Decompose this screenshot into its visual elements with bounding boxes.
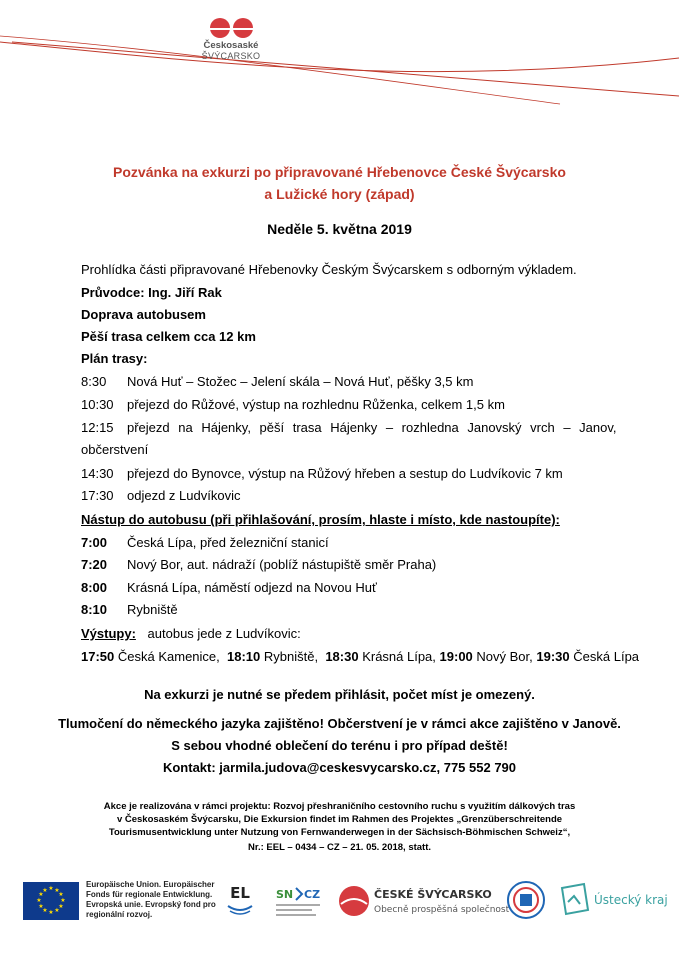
boarding-item — [81, 602, 178, 618]
eu-text-line: regionální rozvoj. — [86, 910, 153, 919]
el-logo-text: EL — [230, 884, 250, 902]
eu-fund-text — [86, 880, 216, 920]
cs-logo-name: ČESKÉ ŠVÝCARSKO — [374, 888, 492, 901]
boarding-time: 7:20 — [81, 557, 108, 572]
intro-text: Prohlídka části připravované Hřebenovky Českým Švýcarskem s odborným výkladem. — [81, 262, 577, 277]
exit-time: 18:10 — [227, 649, 261, 664]
ceske-svycarsko-ops-logo — [338, 884, 510, 918]
clothing-note: S sebou vhodné oblečení do terénu i pro případ deště! — [171, 738, 508, 753]
footer-project-line3: Tourismusentwicklung unter Nutzung von Fernwanderwegen in der Sächsisch-Böhmischen Schweiz“, — [108, 827, 571, 838]
ceskosaske-svycarsko-logo — [196, 18, 266, 61]
plan-time: 17:30 — [81, 488, 114, 503]
header-swoosh-lines — [0, 0, 679, 110]
plan-time: 8:30 — [81, 374, 107, 389]
plan-item — [81, 397, 505, 413]
boarding-time: 8:10 — [81, 602, 108, 617]
sn-cz-programme-logo — [272, 882, 328, 922]
partner-logos-bar — [0, 878, 679, 928]
exit-time: 19:00 — [439, 649, 473, 664]
svg-text:★: ★ — [58, 903, 64, 910]
svg-text:★: ★ — [38, 903, 44, 910]
registration-note: Na exkurzi je nutné se předem přihlásit, počet míst je omezený. — [144, 687, 535, 702]
exit-place: Nový Bor, — [476, 649, 533, 664]
exit-place: Krásná Lípa, — [362, 649, 436, 664]
ustecky-kraj-text: Ústecký kraj — [594, 893, 668, 907]
boarding-item — [81, 557, 436, 573]
eu-text-line: Fonds für regionale Entwicklung. — [86, 890, 213, 899]
exit-time: 18:30 — [325, 649, 359, 664]
transport-line: Doprava autobusem — [81, 307, 206, 322]
plan-item — [81, 466, 563, 482]
plan-text: odjezd z Ludvíkovic — [127, 488, 241, 503]
invitation-title-line1: Pozvánka na exkurzi po připravované Hřebenovce České Švýcarsko — [113, 164, 566, 180]
plan-time: 10:30 — [81, 397, 114, 412]
boarding-place: Krásná Lípa, náměstí odjezd na Novou Huť — [127, 580, 377, 595]
round-emblem-logo — [506, 880, 546, 920]
plan-text: přejezd do Bynovce, výstup na Růžový hřeben a sestup do Ludvíkovic 7 km — [127, 466, 563, 481]
plan-item — [81, 488, 240, 504]
exits-line — [81, 626, 301, 642]
svg-text:★: ★ — [48, 885, 54, 892]
svg-text:★: ★ — [38, 891, 44, 898]
plan-time: 12:15 — [81, 420, 114, 435]
svg-text:★: ★ — [48, 909, 54, 916]
plan-heading: Plán trasy: — [81, 351, 148, 366]
boarding-place: Nový Bor, aut. nádraží (poblíž nástupiště směr Praha) — [127, 557, 437, 572]
exit-place: Česká Lípa — [573, 649, 640, 664]
plan-text-continued: občerstvení — [81, 442, 149, 457]
event-date: Neděle 5. května 2019 — [267, 221, 412, 237]
svg-text:★: ★ — [58, 891, 64, 898]
guide-line: Průvodce: Ing. Jiří Rak — [81, 285, 222, 300]
boarding-time: 7:00 — [81, 535, 108, 550]
exit-place: Česká Kamenice, — [117, 649, 220, 664]
ustecky-kraj-logo — [558, 882, 668, 918]
svg-text:★: ★ — [54, 887, 60, 894]
boarding-place: Rybniště — [127, 602, 178, 617]
footer-project-line1: Akce je realizována v rámci projektu: Rozvoj přeshraničního cestovního ruchu s využitím dálkových tras — [103, 801, 576, 812]
svg-text:★: ★ — [42, 907, 48, 914]
translation-note: Tlumočení do německého jazyka zajištěno! Občerstvení je v rámci akce zajištěno v Janově. — [58, 716, 621, 731]
plan-text: přejezd do Růžové, výstup na rozhlednu Růženka, celkem 1,5 km — [127, 397, 505, 412]
exits-times — [81, 649, 639, 665]
plan-item — [81, 374, 473, 390]
eu-text-line: Evropská unie. Evropský fond pro — [86, 900, 216, 909]
logo-text-line2: ŠVÝCARSKO — [201, 51, 261, 61]
boarding-time: 8:00 — [81, 580, 108, 595]
svg-text:★: ★ — [54, 907, 60, 914]
el-logo — [220, 880, 260, 920]
exit-time: 17:50 — [81, 649, 115, 664]
eu-flag-icon — [23, 882, 79, 920]
exit-time: 19:30 — [536, 649, 570, 664]
svg-text:★: ★ — [60, 897, 66, 904]
invitation-title-line2: a Lužické hory (západ) — [264, 186, 415, 202]
svg-text:★: ★ — [36, 897, 42, 904]
logo-dot-right — [233, 18, 253, 38]
boarding-item — [81, 580, 377, 596]
boarding-item — [81, 535, 329, 551]
exits-heading: Výstupy: — [81, 626, 136, 641]
plan-text: přejezd na Hájenky, pěší trasa Hájenky – rozhledna Janovský vrch – Janov, — [127, 420, 617, 435]
cs-logo-subtitle: Obecně prospěšná společnost — [374, 905, 510, 915]
hike-length-line: Pěší trasa celkem cca 12 km — [81, 329, 256, 344]
plan-text: Nová Huť – Stožec – Jelení skála – Nová Huť, pěšky 3,5 km — [127, 374, 474, 389]
logo-text-line1: Českosaské — [203, 40, 259, 51]
boarding-heading: Nástup do autobusu (při přihlašování, prosím, hlaste i místo, kde nastoupíte): — [81, 512, 560, 527]
svg-text:★: ★ — [42, 887, 48, 894]
sn-logo-text: SN — [276, 888, 294, 901]
boarding-place: Česká Lípa, před železniční stanicí — [127, 535, 329, 550]
footer-project-line2: v Českosaském Švýcarsku, Die Exkursion findet im Rahmen des Projektes „Grenzüberschreitende — [116, 814, 563, 825]
plan-time: 14:30 — [81, 466, 114, 481]
contact-info: Kontakt: jarmila.judova@ceskesvycarsko.cz, 775 552 790 — [162, 760, 517, 775]
logo-dot-left — [210, 18, 230, 38]
exit-place: Rybniště, — [263, 649, 319, 664]
cz-logo-text: CZ — [304, 888, 321, 901]
eu-text-line: Europäische Union. Europäischer — [86, 880, 215, 889]
exits-note: autobus jede z Ludvíkovic: — [147, 626, 301, 641]
plan-item — [81, 420, 617, 436]
footer-project-number: Nr.: EEL – 0434 – CZ – 21. 05. 2018, statt. — [247, 842, 432, 853]
